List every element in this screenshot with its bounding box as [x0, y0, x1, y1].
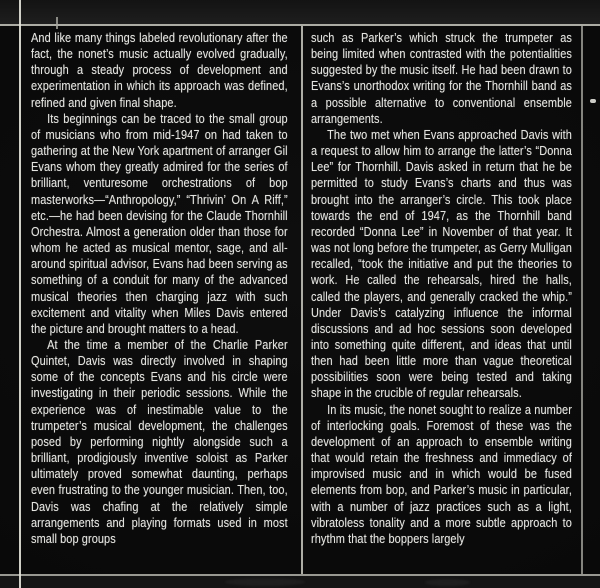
- scan-smudge: [225, 578, 305, 586]
- left-rule: [19, 0, 21, 588]
- paragraph: And like many things labeled revolutionary after the fact, the nonet’s music actually evolved gradually, through a steady process of development and experimentation in which its approach was defined, refined and given final shape.: [31, 30, 288, 110]
- right-rule: [581, 26, 583, 574]
- registration-tick: [56, 17, 58, 29]
- column-divider: [301, 26, 303, 574]
- left-column: [31, 30, 288, 570]
- paragraph: such as Parker’s which struck the trumpeter as being limited when contrasted with the potentialities suggested by the music itself. He had been drawn to Evans’s unorthodox writing for the Thornhill band as a possible alternative to conventional ensemble arrangements.: [311, 30, 572, 126]
- top-margin-band: [0, 0, 600, 24]
- scan-smudge: [425, 579, 470, 586]
- dust-speck: [590, 99, 596, 103]
- paragraph: At the time a member of the Charlie Parker Quintet, Davis was directly involved in shaping some of the concepts Evans and his circle were investigating in their periodic sessions. While the experience was of inestimable value to the trumpeter’s musical development, the challenges posed by performing nightly alongside such a brilliant, prodigiously inventive soloist as Parker ultimately proved somewhat daunting, perhaps even frustrating to the younger musician. Then, too, Davis was chafing at the relatively simple arrangements and playing formats used in most small bop groups: [31, 336, 288, 546]
- right-column: [311, 30, 572, 570]
- top-rule: [0, 24, 600, 26]
- paragraph: In its music, the nonet sought to realize a number of interlocking goals. Foremost of these was the development of an approach to ensemble writing that would retain the freshness and immediacy of improvised music and in which would be fused elements from bop, and Parker’s music in particular, with a number of jazz practices such as a light, vibratoless tonality and a more subtle approach to rhythm that the boppers largely: [311, 401, 572, 546]
- paragraph: The two met when Evans approached Davis with a request to allow him to arrange the latter’s “Donna Lee” for Thornhill. Davis asked in return that he be permitted to study Evans’s charts and thus was brought into the arranger’s circle. This took place towards the end of 1947, as the Thornhill band recorded “Donna Lee” in November of that year. It was not long before the trumpeter, as Gerry Mulligan recalled, “took the initiative and put the theories to work. He called the rehearsals, hired the halls, called the players, and generally cracked the whip.” Under Davis’s catalyzing influence the informal discussions and ad hoc sessions soon developed into something quite different, and ideas that until then had been little more than vague theoretical possibilities soon were being tested and taking shape in the crucible of regular rehearsals.: [311, 126, 572, 401]
- paragraph: Its beginnings can be traced to the small group of musicians who from mid-1947 on had taken to gathering at the New York apartment of arranger Gil Evans whom they greatly admired for the series of brilliant, venturesome orchestrations of bop masterworks—“Anthropology,” “Thrivin’ On A Riff,” etc.—he had been devising for the Claude Thornhill Orchestra. Almost a generation older than those for whom he acted as musical mentor, sage, and all-around spiritual advisor, Evans had been serving as something of a conduit for many of the advanced musical theories then charging jazz with such excitement and vitality when Miles Davis entered the picture and brought matters to a head.: [31, 110, 288, 336]
- bottom-rule: [0, 574, 600, 576]
